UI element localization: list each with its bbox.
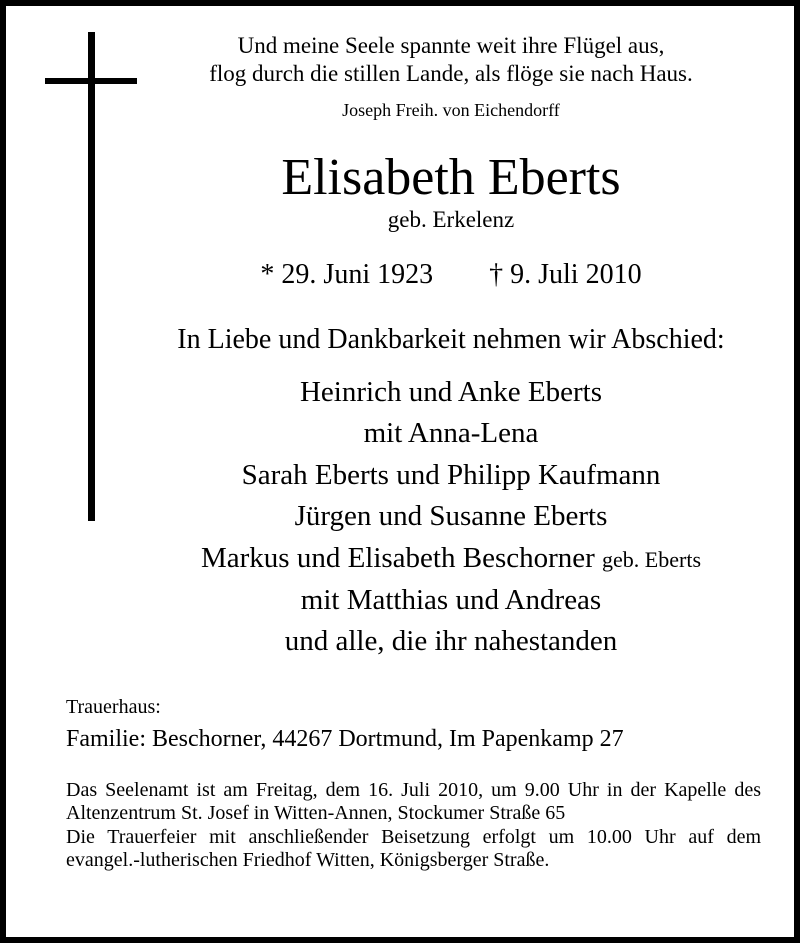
mourner-line: mit Anna-Lena bbox=[363, 417, 539, 450]
poem-line-1: Und meine Seele spannte weit ihre Flügel aus, bbox=[237, 33, 665, 58]
birth-date: * 29. Juni 1923 bbox=[260, 259, 434, 290]
mourner-line: Jürgen und Susanne Eberts bbox=[294, 500, 608, 533]
mourner-line: mit Matthias und Andreas bbox=[300, 584, 602, 617]
life-dates bbox=[136, 258, 766, 292]
funeral-text: Die Trauerfeier mit anschließender Beisetzung erfolgt um 10.00 Uhr auf dem evangel.-lutherischen Friedhof Witten, Königsberger Straße. bbox=[66, 825, 761, 872]
requiem-text: Das Seelenamt ist am Freitag, dem 16. Juli 2010, um 9.00 Uhr in der Kapelle des Altenzentrum St. Josef in Witten-Annen, Stockumer Straße 65 bbox=[66, 779, 761, 825]
deceased-name: Elisabeth Eberts bbox=[281, 149, 621, 206]
mourner-line bbox=[136, 538, 766, 580]
mourning-house-label: Trauerhaus: bbox=[66, 696, 161, 718]
mourner-line: Heinrich und Anke Eberts bbox=[299, 376, 602, 408]
cross-icon-horizontal bbox=[45, 78, 137, 84]
mourner-maiden-name: geb. Eberts bbox=[602, 546, 702, 572]
death-date: † 9. Juli 2010 bbox=[489, 259, 642, 290]
mourners-list bbox=[136, 372, 766, 663]
mourner-line: und alle, die ihr nahestanden bbox=[284, 625, 618, 658]
mourning-house-address: Familie: Beschorner, 44267 Dortmund, Im Papenkamp 27 bbox=[66, 726, 624, 752]
poem-author: Joseph Freih. von Eichendorff bbox=[342, 100, 560, 120]
mourner-line: Sarah Eberts und Philipp Kaufmann bbox=[241, 458, 661, 491]
poem-quote bbox=[136, 32, 766, 88]
maiden-name: geb. Erkelenz bbox=[387, 207, 515, 232]
farewell-intro: In Liebe und Dankbarkeit nehmen wir Abschied: bbox=[177, 324, 725, 355]
cross-icon-vertical bbox=[88, 32, 95, 521]
service-notice bbox=[66, 779, 761, 873]
mourner-names: Markus und Elisabeth Beschorner bbox=[200, 541, 595, 574]
poem-line-2: flog durch die stillen Lande, als flöge sie nach Haus. bbox=[209, 61, 693, 86]
